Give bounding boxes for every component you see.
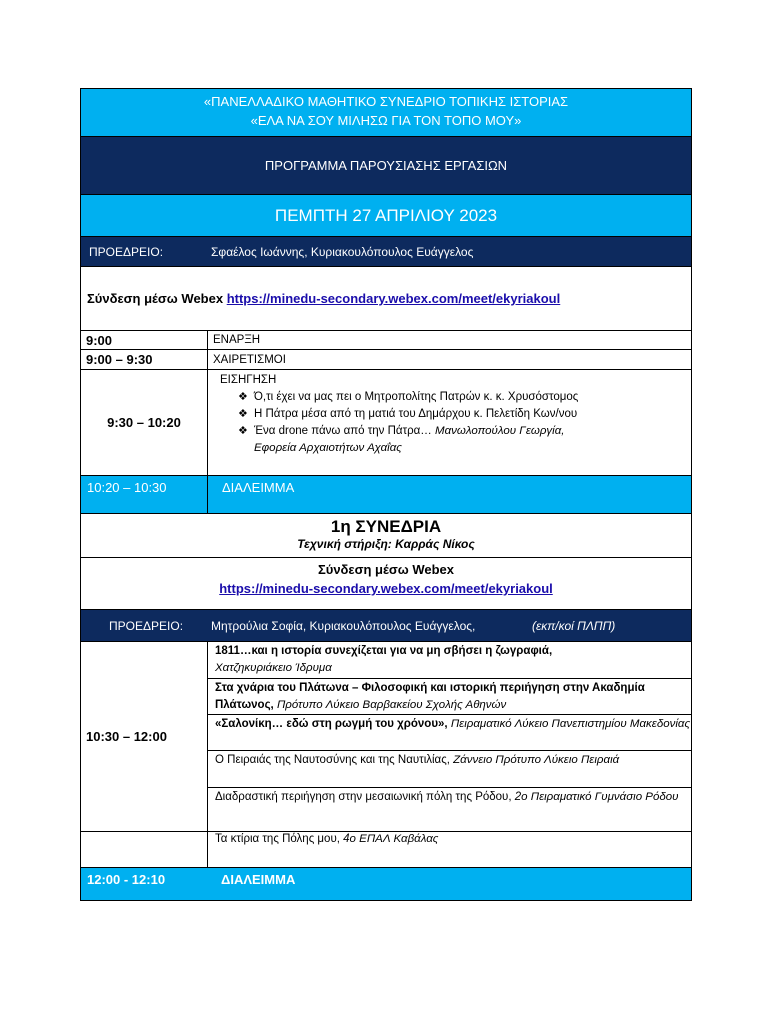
greetings-row: [81, 350, 691, 370]
keynote-item: [216, 423, 691, 457]
session-presidium-label: ΠΡΟΕΔΡΕΙΟ:: [109, 618, 184, 633]
break2-label: ΔΙΑΛΕΙΜΜΑ: [221, 872, 296, 887]
presentation-school: Χατζηκυριάκειο Ίδρυμα: [215, 662, 332, 674]
webex-link[interactable]: https://minedu-secondary.webex.com/meet/ekyriakoul: [226, 291, 561, 306]
opening-row: [81, 331, 691, 350]
session-webex-prefix: Σύνδεση μέσω Webex: [317, 562, 455, 577]
keynote-row: [81, 370, 691, 476]
presidium-row: [81, 237, 691, 267]
session-presidium-row: [81, 610, 691, 642]
session-heading: [81, 514, 691, 558]
program-heading-text: ΠΡΟΓΡΑΜΜΑ ΠΑΡΟΥΣΙΑΣΗΣ ΕΡΓΑΣΙΩΝ: [264, 158, 508, 173]
presentation-title: Ο Πειραιάς της Ναυτοσύνης και της Ναυτιλίας,: [215, 754, 450, 766]
break-time: 10:20 – 10:30: [81, 476, 208, 513]
empty-time-cell: [81, 832, 208, 867]
break2-row: [81, 868, 691, 900]
session-presentations: [81, 642, 691, 832]
opening-label: ΕΝΑΡΞΗ: [213, 334, 261, 346]
break-row: [81, 476, 691, 514]
program-heading: [81, 137, 691, 195]
presentation-title: Τα κτίρια της Πόλης μου,: [215, 833, 340, 845]
session-webex-row: [81, 558, 691, 610]
keynote-item-text: Ό,τι έχει να μας πει ο Μητροπολίτης Πατρών κ. κ. Χρυσόστομος: [254, 391, 579, 403]
conference-title: [81, 89, 691, 137]
keynote-item: [216, 406, 691, 423]
keynote-item-author: Μανωλοπούλου Γεωργία,: [435, 425, 565, 437]
presentation-school: 4ο ΕΠΑΛ Καβάλας: [343, 833, 439, 845]
greetings-time: 9:00 – 9:30: [81, 350, 208, 369]
list-item: [208, 832, 691, 867]
presidium-names: Σφαέλος Ιωάννης, Κυριακουλόπουλος Ευάγγελος: [211, 244, 474, 259]
webex-prefix: Σύνδεση μέσω Webex: [87, 291, 224, 306]
keynote-item-text: Η Πάτρα μέσα από τη ματιά του Δημάρχου κ. Πελετίδη Κων/νου: [254, 408, 578, 420]
presentation-list: [208, 642, 691, 831]
presentation-title: 1811…και η ιστορία συνεχίζεται για να μη σβήσει η ζωγραφιά,: [215, 645, 553, 657]
keynote-time: 9:30 – 10:20: [81, 370, 208, 475]
list-item: [208, 788, 691, 832]
date-text: ΠΕΜΠΤΗ 27 ΑΠΡΙΛΙΟΥ 2023: [274, 205, 498, 225]
webex-row: [81, 267, 691, 331]
list-item: [208, 679, 691, 715]
break2-time: 12:00 - 12:10: [87, 872, 166, 887]
keynote-item: [216, 389, 691, 406]
session-presidium-extra: (εκπ/κοί ΠΛΠΠ): [532, 618, 616, 633]
session-support: Τεχνική στήριξη: Καρράς Νίκος: [297, 537, 475, 551]
program-table: [80, 88, 692, 901]
greetings-label: ΧΑΙΡΕΤΙΣΜΟΙ: [213, 353, 286, 366]
session-webex-link[interactable]: https://minedu-secondary.webex.com/meet/ekyriakoul: [219, 581, 553, 596]
keynote-item-org: Εφορεία Αρχαιοτήτων Αχαΐας: [254, 442, 402, 454]
keynote-item-title: Ένα drone πάνω από την Πάτρα…: [254, 425, 432, 437]
keynote-item-text: [254, 423, 564, 457]
extra-presentation-row: [81, 832, 691, 868]
presentation-school: Πρότυπο Λύκειο Βαρβακείου Σχολής Αθηνών: [276, 699, 507, 711]
keynote-content: [208, 370, 691, 475]
session-title: 1η ΣΥΝΕΔΡΙΑ: [330, 517, 442, 536]
break-label: ΔΙΑΛΕΙΜΜΑ: [222, 480, 295, 495]
session-presidium-names: Μητρούλια Σοφία, Κυριακουλόπουλος Ευάγγελος,: [211, 618, 476, 633]
presentation-school: 2ο Πειραματικό Γυμνάσιο Ρόδου: [514, 791, 679, 803]
opening-time: 9:00: [81, 331, 208, 349]
presentation-school: Πειραματικό Λύκειο Πανεπιστημίου Μακεδονίας: [450, 718, 691, 730]
presentation-title: «Σαλονίκη… εδώ στη ρωγμή του χρόνου»,: [215, 718, 448, 730]
date-heading: [81, 195, 691, 237]
list-item: [208, 715, 691, 751]
presentation-school: Ζάννειο Πρότυπο Λύκειο Πειραιά: [453, 754, 620, 766]
diamond-bullet-icon: ❖: [238, 391, 248, 403]
keynote-label: ΕΙΣΗΓΗΣΗ: [220, 374, 277, 386]
diamond-bullet-icon: ❖: [238, 408, 248, 420]
presidium-label: ΠΡΟΕΔΡΕΙΟ:: [89, 244, 164, 259]
diamond-bullet-icon: ❖: [238, 425, 248, 437]
list-item: [208, 642, 691, 679]
presentation-title: Διαδραστική περιήγηση στην μεσαιωνική πόλη της Ρόδου,: [215, 791, 512, 803]
session-time: 10:30 – 12:00: [81, 642, 208, 831]
conference-title-line2: «ΕΛΑ ΝΑ ΣΟΥ ΜΙΛΗΣΩ ΓΙΑ ΤΟΝ ΤΟΠΟ ΜΟΥ»: [250, 113, 522, 128]
list-item: [208, 751, 691, 788]
conference-title-line1: «ΠΑΝΕΛΛΑΔΙΚΟ ΜΑΘΗΤΙΚΟ ΣΥΝΕΔΡΙΟ ΤΟΠΙΚΗΣ ΙΣΤΟΡΙΑΣ: [203, 94, 569, 109]
presentation-title: Στα χνάρια του Πλάτωνα – Φιλοσοφική και ιστορική περιήγηση στην Ακαδημία Πλάτωνος,: [215, 682, 645, 711]
